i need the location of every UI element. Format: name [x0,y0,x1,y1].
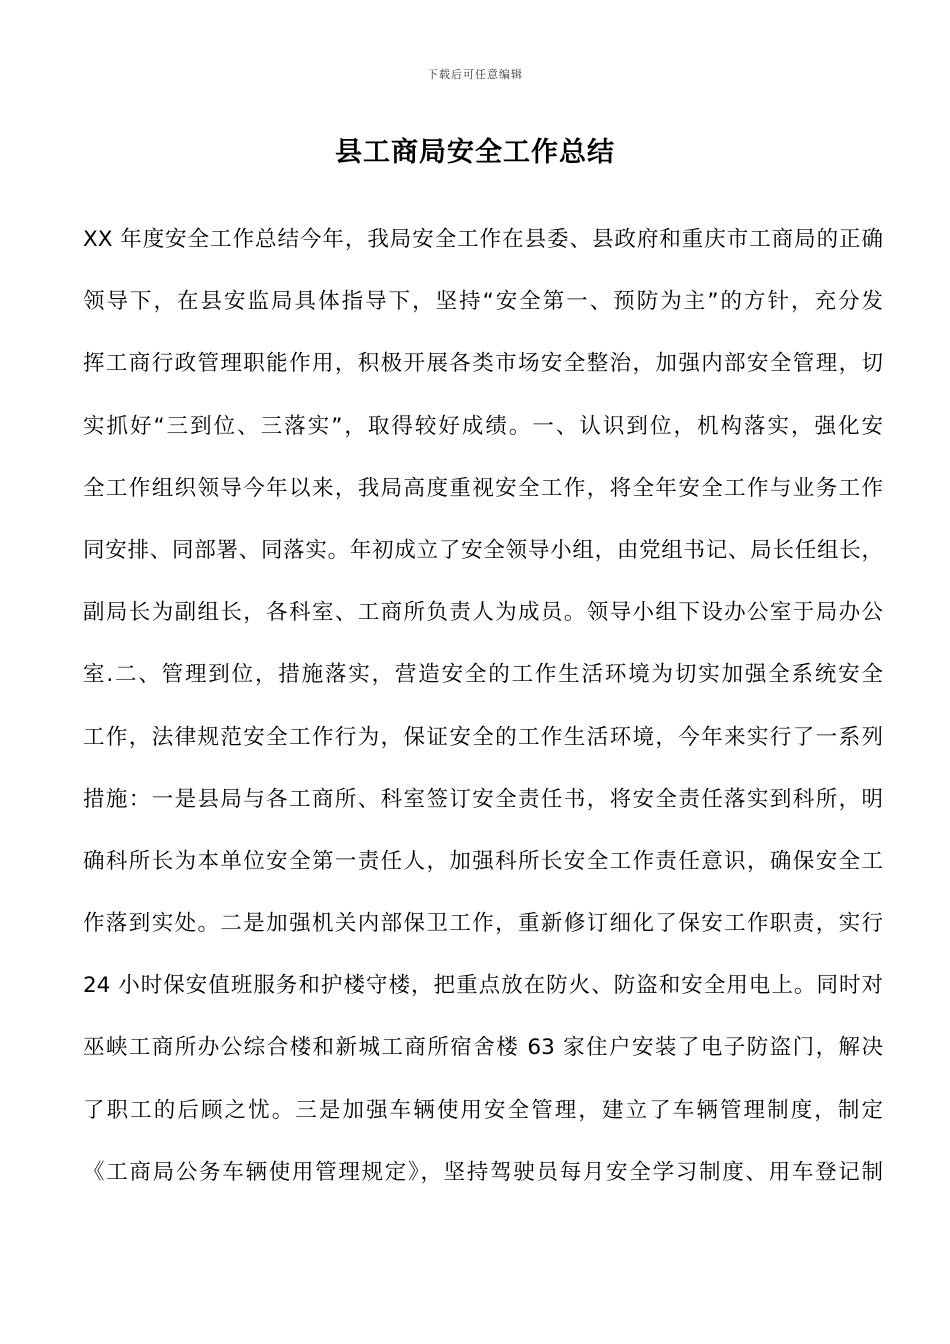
body-line: 了职工的后顾之忧。三是加强车辆使用安全管理，建立了车辆管理制度，制定 [83,1097,883,1123]
body-line: XX 年度安全工作总结今年，我局安全工作在县委、县政府和重庆市工商局的正确 [83,227,883,252]
body-line: 领导下，在县安监局具体指导下，坚持“安全第一、预防为主”的方针，充分发 [83,289,883,315]
body-line: 实抓好“三到位、三落实”，取得较好成绩。一、认识到位，机构落实，强化安 [83,413,883,439]
body-line: 巫峡工商所办公综合楼和新城工商所宿舍楼 63 家住户安装了电子防盗门，解决 [83,1035,883,1061]
document-title: 县工商局安全工作总结 [335,137,615,168]
body-line: 《工商局公务车辆使用管理规定》，坚持驾驶员每月安全学习制度、用车登记制 [83,1159,883,1185]
body-line: 作落到实处。二是加强机关内部保卫工作，重新修订细化了保安工作职责，实行 [83,911,883,937]
body-line: 同安排、同部署、同落实。年初成立了安全领导小组，由党组书记、局长任组长， [83,537,883,563]
body-line: 室.二、管理到位，措施落实，营造安全的工作生活环境为切实加强全系统安全 [83,662,883,688]
body-line: 确科所长为本单位安全第一责任人，加强科所长安全工作责任意识，确保安全工 [83,848,883,874]
body-line: 挥工商行政管理职能作用，积极开展各类市场安全整治，加强内部安全管理，切 [83,351,883,377]
body-text [83,220,883,1215]
body-line: 工作，法律规范安全工作行为，保证安全的工作生活环境，今年来实行了一系列 [83,724,883,750]
body-line: 全工作组织领导今年以来，我局高度重视安全工作，将全年安全工作与业务工作 [83,475,883,501]
body-line: 副局长为副组长，各科室、工商所负责人为成员。领导小组下设办公室于局办公 [83,600,883,626]
body-line: 24 小时保安值班服务和护楼守楼，把重点放在防火、防盗和安全用电上。同时对 [83,973,883,999]
body-line: 措施：一是县局与各工商所、科室签订安全责任书，将安全责任落实到科所，明 [83,786,883,812]
header-note: 下载后可任意编辑 [427,68,523,81]
